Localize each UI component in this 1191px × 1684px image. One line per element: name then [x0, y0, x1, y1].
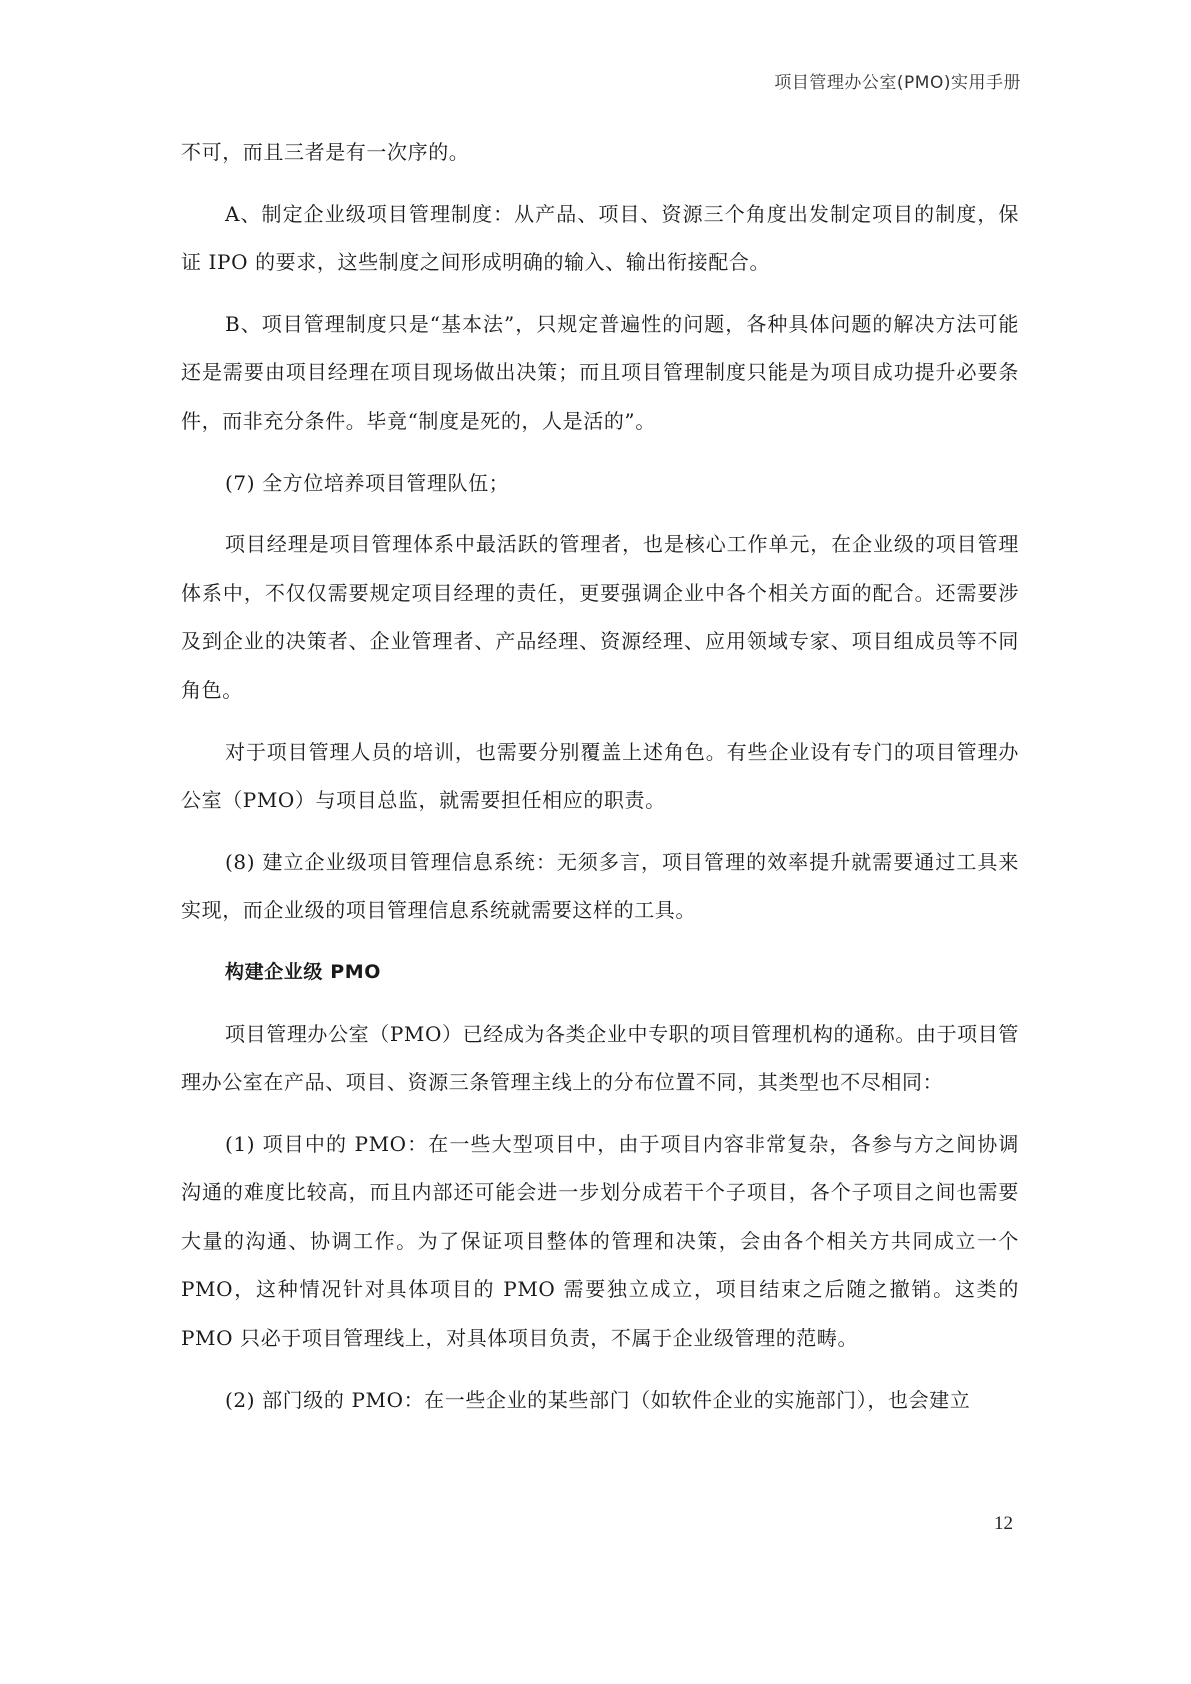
paragraph-item-a: A、制定企业级项目管理制度：从产品、项目、资源三个角度出发制定项目的制度，保证 IPO 的要求，这些制度之间形成明确的输入、输出衔接配合。 [181, 201, 1019, 275]
section-heading: 构建企业级 PMO [225, 960, 381, 983]
paragraph-training: 对于项目管理人员的培训，也需要分别覆盖上述角色。有些企业设有专门的项目管理办公室（PMO）与项目总监，就需要担任相应的职责。 [181, 739, 1019, 813]
paragraph-project-pmo: (1) 项目中的 PMO：在一些大型项目中，由于项目内容非常复杂，各参与方之间协调沟通的难度比较高，而且内部还可能会进一步划分成若干个子项目，各个子项目之间也需要大量的沟通、协调工作。为了保证项目整体的管理和决策，会由各个相关方共同成立一个 PMO，这种情况针对具体项目的 PMO 需要独立成立，项目结束之后随之撤销。这类的 PMO 只必于项目管理线上，对具体项目负责，不属于企业级管理的范畴。 [181, 1131, 1019, 1351]
paragraph-item-b: B、项目管理制度只是“基本法”，只规定普遍性的问题，各种具体问题的解决方法可能还是需要由项目经理在项目现场做出决策；而且项目管理制度只能是为项目成功提升必要条件，而非充分条件。毕竟“制度是死的，人是活的”。 [181, 311, 1019, 433]
paragraph-pmo-intro: 项目管理办公室（PMO）已经成为各类企业中专职的项目管理机构的通称。由于项目管理办公室在产品、项目、资源三条管理主线上的分布位置不同，其类型也不尽相同： [181, 1021, 1019, 1095]
body-text [181, 128, 1019, 1437]
paragraph-department-pmo: (2) 部门级的 PMO：在一些企业的某些部门（如软件企业的实施部门），也会建立 [225, 1387, 971, 1412]
paragraph-item-7: (7) 全方位培养项目管理队伍； [225, 470, 510, 495]
paragraph-continuation: 不可，而且三者是有一次序的。 [181, 140, 470, 164]
paragraph-item-8: (8) 建立企业级项目管理信息系统：无须多言，项目管理的效率提升就需要通过工具来实现，而企业级的项目管理信息系统就需要这样的工具。 [181, 849, 1019, 923]
page-number: 12 [994, 1513, 1013, 1534]
running-header: 项目管理办公室(PMO)实用手册 [774, 73, 1021, 93]
paragraph-project-manager: 项目经理是项目管理体系中最活跃的管理者，也是核心工作单元，在企业级的项目管理体系中，不仅仅需要规定项目经理的责任，更要强调企业中各个相关方面的配合。还需要涉及到企业的决策者、企业管理者、产品经理、资源经理、应用领域专家、项目组成员等不同角色。 [181, 532, 1019, 702]
